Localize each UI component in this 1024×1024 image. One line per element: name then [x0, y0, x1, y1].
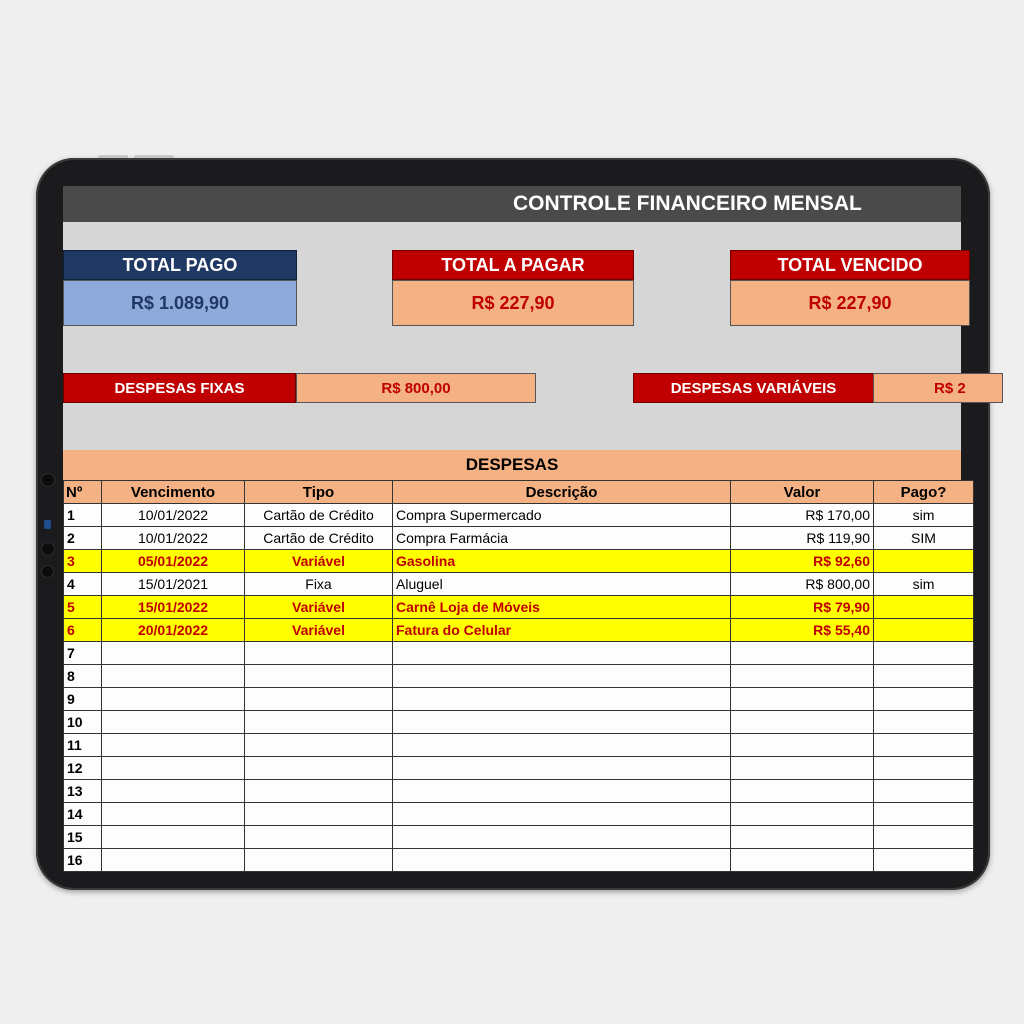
table-header-row	[64, 481, 974, 504]
vencimento-cell[interactable]: 15/01/2021	[102, 573, 245, 596]
vencimento-cell[interactable]: 05/01/2022	[102, 550, 245, 573]
total-vencido-value[interactable]: R$ 227,90	[730, 280, 970, 326]
sensor-icon	[41, 565, 54, 578]
table-row[interactable]	[64, 688, 974, 711]
vencimento-cell[interactable]: 10/01/2022	[102, 504, 245, 527]
pago-cell[interactable]: sim	[874, 504, 974, 527]
despesas-table	[63, 480, 974, 872]
row-number-cell[interactable]: 12	[64, 757, 102, 780]
descricao-cell[interactable]	[393, 734, 731, 757]
page-title: CONTROLE FINANCEIRO MENSAL	[513, 192, 862, 215]
row-number-cell[interactable]: 14	[64, 803, 102, 826]
row-number-cell[interactable]: 16	[64, 849, 102, 872]
row-number-cell[interactable]: 1	[64, 504, 102, 527]
valor-cell[interactable]	[731, 780, 874, 803]
tipo-cell[interactable]: Cartão de Crédito	[245, 527, 393, 550]
descricao-cell[interactable]: Carnê Loja de Móveis	[393, 596, 731, 619]
valor-cell[interactable]	[731, 711, 874, 734]
table-row[interactable]	[64, 826, 974, 849]
pago-cell[interactable]	[874, 688, 974, 711]
valor-cell[interactable]	[731, 803, 874, 826]
row-number-cell[interactable]: 6	[64, 619, 102, 642]
descricao-cell[interactable]: Aluguel	[393, 573, 731, 596]
total-vencido-header: TOTAL VENCIDO	[730, 250, 970, 280]
valor-cell[interactable]: R$ 79,90	[731, 596, 874, 619]
tipo-cell[interactable]	[245, 826, 393, 849]
valor-cell[interactable]	[731, 849, 874, 872]
descricao-cell[interactable]	[393, 665, 731, 688]
total-a-pagar-header: TOTAL A PAGAR	[392, 250, 634, 280]
tipo-cell[interactable]	[245, 849, 393, 872]
vencimento-cell[interactable]: 10/01/2022	[102, 527, 245, 550]
row-number-cell[interactable]: 13	[64, 780, 102, 803]
valor-cell[interactable]	[731, 665, 874, 688]
valor-cell[interactable]: R$ 119,90	[731, 527, 874, 550]
pago-cell[interactable]	[874, 826, 974, 849]
camera-icon	[41, 473, 55, 487]
row-number-cell[interactable]: 8	[64, 665, 102, 688]
descricao-cell[interactable]	[393, 757, 731, 780]
vencimento-cell[interactable]	[102, 688, 245, 711]
descricao-cell[interactable]	[393, 849, 731, 872]
table-row[interactable]	[64, 711, 974, 734]
row-number-cell[interactable]: 2	[64, 527, 102, 550]
descricao-cell[interactable]	[393, 642, 731, 665]
despesas-fixas-value[interactable]: R$ 800,00	[296, 373, 536, 403]
pago-cell[interactable]	[874, 711, 974, 734]
tipo-cell[interactable]: Variável	[245, 619, 393, 642]
valor-cell[interactable]: R$ 55,40	[731, 619, 874, 642]
descricao-cell[interactable]	[393, 711, 731, 734]
title-bar	[63, 186, 961, 222]
table-row[interactable]	[64, 619, 974, 642]
total-pago-header: TOTAL PAGO	[63, 250, 297, 280]
valor-cell[interactable]	[731, 757, 874, 780]
table-row[interactable]	[64, 803, 974, 826]
descricao-cell[interactable]	[393, 780, 731, 803]
table-row[interactable]	[64, 596, 974, 619]
pago-cell[interactable]	[874, 849, 974, 872]
col-header-tipo[interactable]: Tipo	[245, 481, 393, 504]
table-row[interactable]	[64, 527, 974, 550]
descricao-cell[interactable]: Compra Supermercado	[393, 504, 731, 527]
row-number-cell[interactable]: 7	[64, 642, 102, 665]
vencimento-cell[interactable]	[102, 826, 245, 849]
row-number-cell[interactable]: 15	[64, 826, 102, 849]
despesas-title: DESPESAS	[63, 450, 961, 480]
pago-cell[interactable]	[874, 780, 974, 803]
vencimento-cell[interactable]	[102, 734, 245, 757]
tipo-cell[interactable]	[245, 780, 393, 803]
descricao-cell[interactable]: Gasolina	[393, 550, 731, 573]
table-row[interactable]	[64, 573, 974, 596]
tipo-cell[interactable]: Variável	[245, 596, 393, 619]
vencimento-cell[interactable]	[102, 642, 245, 665]
descricao-cell[interactable]: Compra Farmácia	[393, 527, 731, 550]
pago-cell[interactable]	[874, 619, 974, 642]
col-header-numero[interactable]: Nº	[64, 481, 102, 504]
despesas-variaveis-header: DESPESAS VARIÁVEIS	[633, 373, 874, 403]
valor-cell[interactable]: R$ 92,60	[731, 550, 874, 573]
pago-cell[interactable]	[874, 757, 974, 780]
table-row[interactable]	[64, 642, 974, 665]
table-row[interactable]	[64, 780, 974, 803]
descricao-cell[interactable]	[393, 826, 731, 849]
descricao-cell[interactable]	[393, 688, 731, 711]
tipo-cell[interactable]	[245, 711, 393, 734]
valor-cell[interactable]	[731, 688, 874, 711]
valor-cell[interactable]	[731, 826, 874, 849]
col-header-pago[interactable]: Pago?	[874, 481, 974, 504]
despesas-fixas-header: DESPESAS FIXAS	[63, 373, 296, 403]
row-number-cell[interactable]: 5	[64, 596, 102, 619]
sensor-icon	[41, 542, 55, 556]
vencimento-cell[interactable]	[102, 757, 245, 780]
tipo-cell[interactable]	[245, 734, 393, 757]
vencimento-cell[interactable]	[102, 665, 245, 688]
row-number-cell[interactable]: 4	[64, 573, 102, 596]
vencimento-cell[interactable]: 20/01/2022	[102, 619, 245, 642]
valor-cell[interactable]	[731, 734, 874, 757]
tipo-cell[interactable]	[245, 803, 393, 826]
pago-cell[interactable]	[874, 734, 974, 757]
tipo-cell[interactable]	[245, 757, 393, 780]
valor-cell[interactable]	[731, 642, 874, 665]
spreadsheet-screen	[63, 186, 966, 868]
table-row[interactable]	[64, 757, 974, 780]
tipo-cell[interactable]	[245, 665, 393, 688]
total-a-pagar-value[interactable]: R$ 227,90	[392, 280, 634, 326]
despesas-variaveis-value[interactable]: R$ 2	[873, 373, 1003, 403]
table-row[interactable]	[64, 504, 974, 527]
tipo-cell[interactable]	[245, 688, 393, 711]
tipo-cell[interactable]: Variável	[245, 550, 393, 573]
pago-cell[interactable]	[874, 596, 974, 619]
descricao-cell[interactable]: Fatura do Celular	[393, 619, 731, 642]
pago-cell[interactable]: SIM	[874, 527, 974, 550]
row-number-cell[interactable]: 9	[64, 688, 102, 711]
vencimento-cell[interactable]	[102, 780, 245, 803]
pago-cell[interactable]	[874, 803, 974, 826]
vencimento-cell[interactable]	[102, 849, 245, 872]
valor-cell[interactable]: R$ 800,00	[731, 573, 874, 596]
vencimento-cell[interactable]: 15/01/2022	[102, 596, 245, 619]
table-row[interactable]	[64, 550, 974, 573]
tipo-cell[interactable]	[245, 642, 393, 665]
total-pago-value[interactable]: R$ 1.089,90	[63, 280, 297, 326]
tipo-cell[interactable]: Fixa	[245, 573, 393, 596]
col-header-valor[interactable]: Valor	[731, 481, 874, 504]
vencimento-cell[interactable]	[102, 803, 245, 826]
pago-cell[interactable]	[874, 550, 974, 573]
sensor-icon	[44, 520, 51, 529]
row-number-cell[interactable]: 11	[64, 734, 102, 757]
col-header-vencimento[interactable]: Vencimento	[102, 481, 245, 504]
vencimento-cell[interactable]	[102, 711, 245, 734]
pago-cell[interactable]	[874, 665, 974, 688]
tipo-cell[interactable]: Cartão de Crédito	[245, 504, 393, 527]
descricao-cell[interactable]	[393, 803, 731, 826]
row-number-cell[interactable]: 3	[64, 550, 102, 573]
table-row[interactable]	[64, 734, 974, 757]
pago-cell[interactable]: sim	[874, 573, 974, 596]
table-row[interactable]	[64, 849, 974, 872]
row-number-cell[interactable]: 10	[64, 711, 102, 734]
table-row[interactable]	[64, 665, 974, 688]
valor-cell[interactable]: R$ 170,00	[731, 504, 874, 527]
pago-cell[interactable]	[874, 642, 974, 665]
col-header-descricao[interactable]: Descrição	[393, 481, 731, 504]
